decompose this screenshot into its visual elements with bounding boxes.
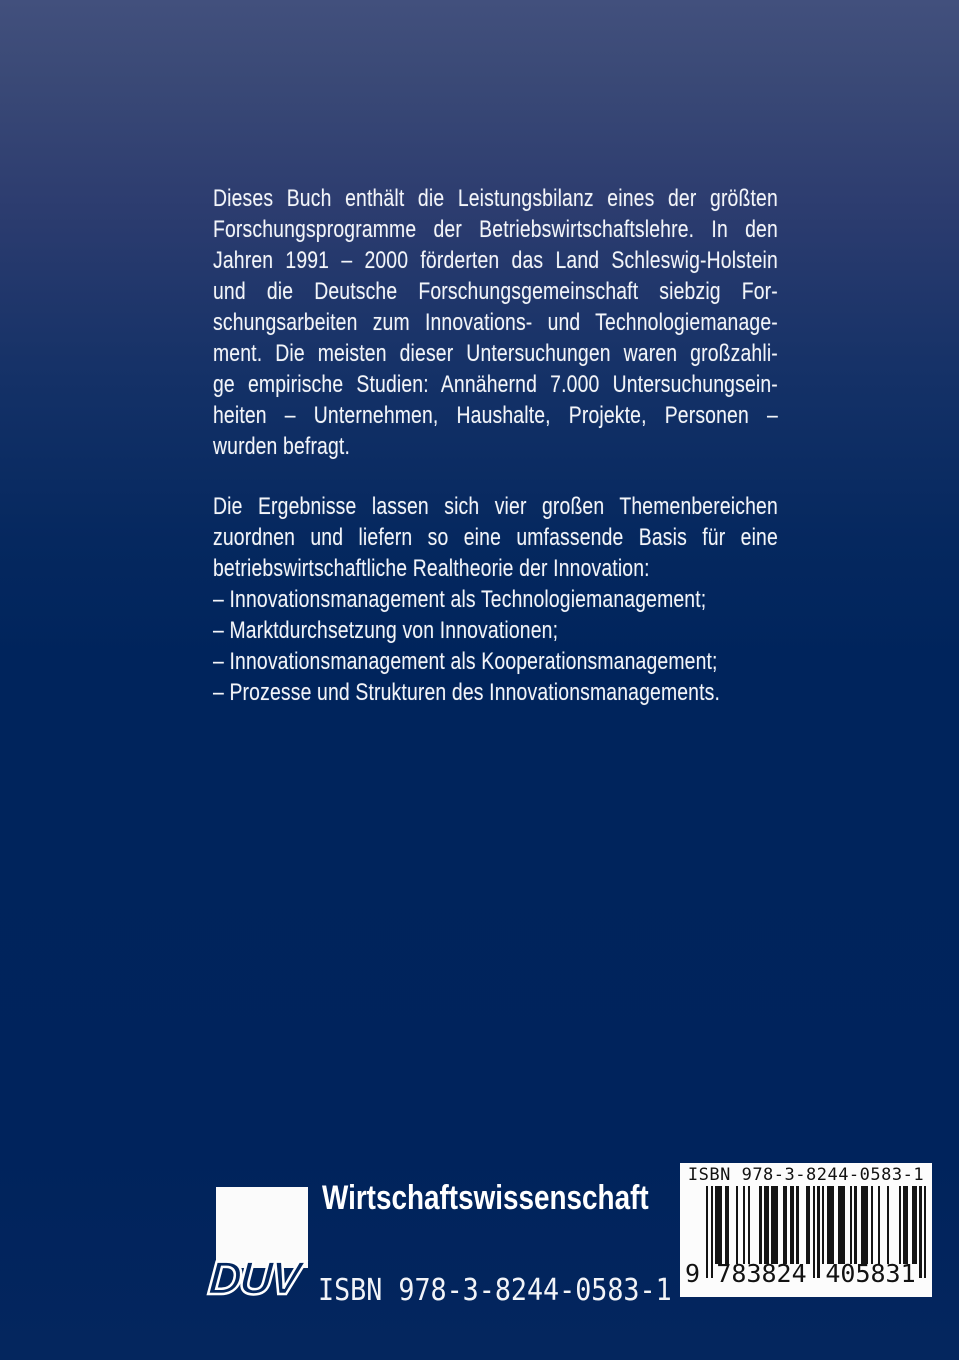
blurb-line: betriebswirtschaftliche Realtheorie der Innovation: [213, 555, 650, 582]
blurb-line: wurden befragt. [213, 433, 351, 460]
blurb-line: Dieses Buch enthält die Leistungsbilanz eines der größten [213, 185, 778, 212]
barcode-isbn-text: ISBN 978-3-8244-0583-1 [687, 1165, 925, 1185]
blurb-line: schungsarbeiten zum Innovations- und Technologiemanage- [213, 309, 778, 336]
blurb-line: Jahren 1991 – 2000 förderten das Land Schleswig-Holstein [213, 247, 778, 274]
barcode-right-digits: 405831 [825, 1259, 916, 1288]
blurb-line: heiten – Unternehmen, Haushalte, Projekte, Personen – [213, 402, 778, 429]
blurb-line: Die Ergebnisse lassen sich vier großen Themenbereichen [213, 493, 778, 520]
barcode-panel [680, 1163, 932, 1297]
blurb-line: Forschungsprogramme der Betriebswirtschaftslehre. In den [213, 216, 778, 243]
blurb-line: ge empirische Studien: Annähernd 7.000 Untersuchungsein- [213, 371, 778, 398]
barcode-lead-digit: 9 [685, 1259, 701, 1288]
isbn-text: ISBN 978-3-8244-0583-1 [318, 1273, 672, 1308]
barcode-left-digits: 783824 [716, 1259, 807, 1288]
publisher-logo-duv: DUV [206, 1251, 301, 1304]
blurb-list-item: – Innovationsmanagement als Technologiemanagement; [213, 586, 707, 613]
blurb-list-item: – Marktdurchsetzung von Innovationen; [213, 617, 559, 644]
blurb-line: ment. Die meisten dieser Untersuchungen waren großzahli- [213, 340, 778, 367]
blurb-line: und die Deutsche Forschungsgemeinschaft siebzig For- [213, 278, 778, 305]
blurb-list-item: – Prozesse und Strukturen des Innovationsmanagements. [213, 679, 721, 706]
blurb-paragraph-1 [213, 183, 778, 462]
blurb-list-item: – Innovationsmanagement als Kooperationsmanagement; [213, 648, 718, 675]
series-label: Wirtschaftswissenschaft [322, 1179, 649, 1217]
blurb-paragraph-2 [213, 491, 778, 708]
blurb-line: zuordnen und liefern so eine umfassende Basis für eine [213, 524, 778, 551]
